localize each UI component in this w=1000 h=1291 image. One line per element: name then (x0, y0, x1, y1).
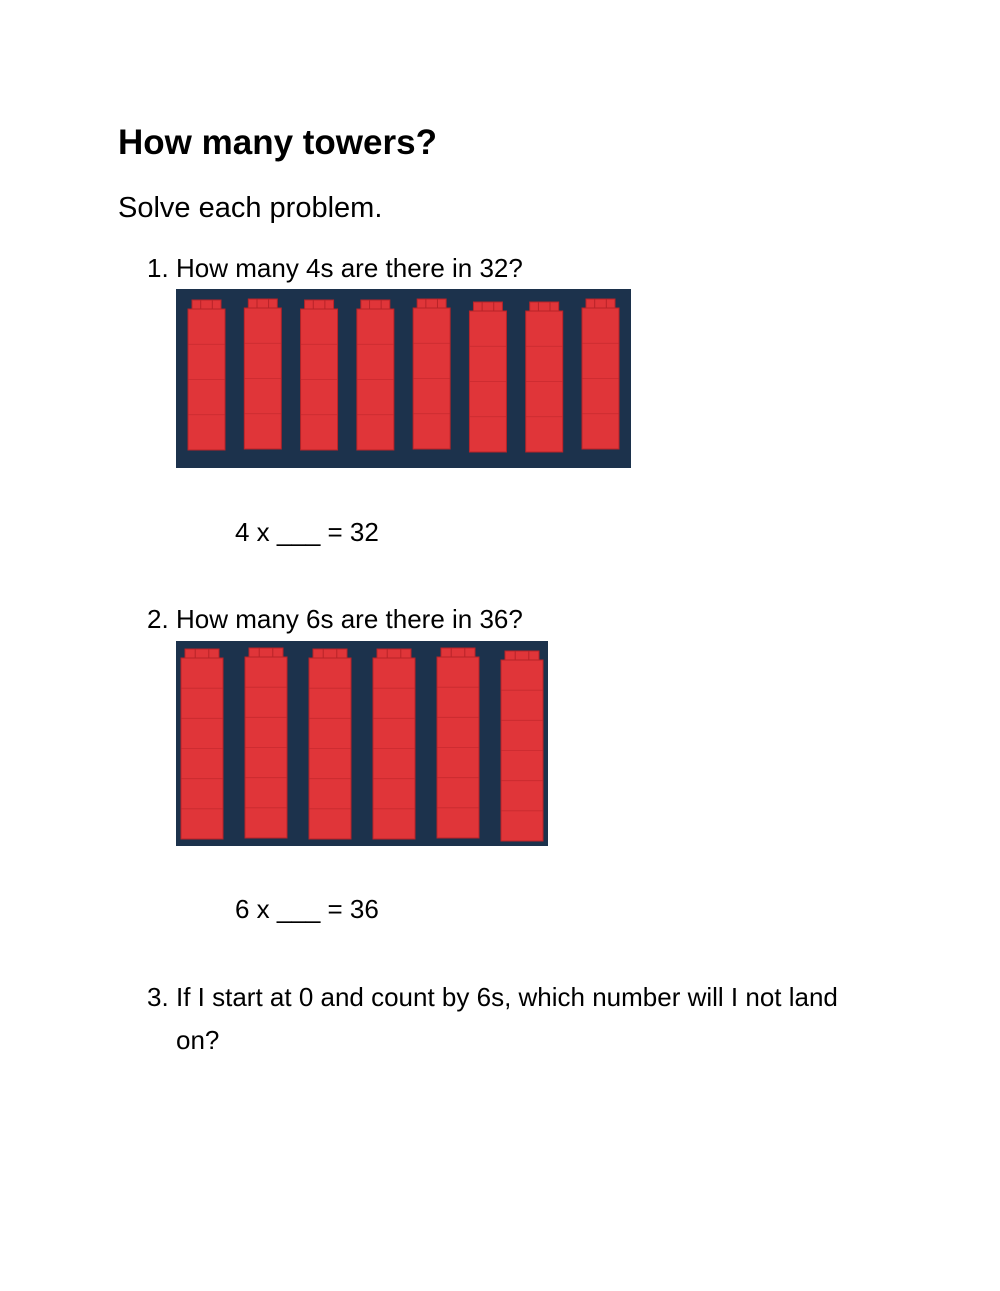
cube-tower (437, 648, 479, 838)
towers-graphic (176, 641, 548, 846)
worksheet-title: How many towers? (118, 123, 437, 162)
cube-tower (582, 299, 619, 449)
cube-tower (469, 302, 506, 452)
question-number: 3. (147, 982, 169, 1012)
question-text: If I start at 0 and count by 6s, which number will I not land on? (176, 982, 838, 1055)
cube-tower (526, 302, 563, 452)
question-text: How many 6s are there in 36? (176, 604, 523, 634)
equation-2: 6 x ___ = 36 (235, 894, 379, 924)
tower-image-2 (176, 641, 548, 846)
cube-tower (413, 299, 450, 449)
cube-tower (501, 651, 543, 841)
question-number: 1. (147, 253, 169, 283)
question-text: How many 4s are there in 32? (176, 253, 523, 283)
tower-image-1 (176, 289, 631, 468)
cube-tower (181, 649, 223, 839)
cube-tower (301, 300, 338, 450)
cube-tower (245, 648, 287, 838)
cube-tower (373, 649, 415, 839)
equation-1: 4 x ___ = 32 (235, 517, 379, 547)
cube-tower (309, 649, 351, 839)
question-number: 2. (147, 604, 169, 634)
cube-tower (188, 300, 225, 450)
cube-tower (244, 299, 281, 449)
cube-tower (357, 300, 394, 450)
worksheet-instructions: Solve each problem. (118, 192, 383, 224)
towers-graphic (176, 289, 631, 468)
